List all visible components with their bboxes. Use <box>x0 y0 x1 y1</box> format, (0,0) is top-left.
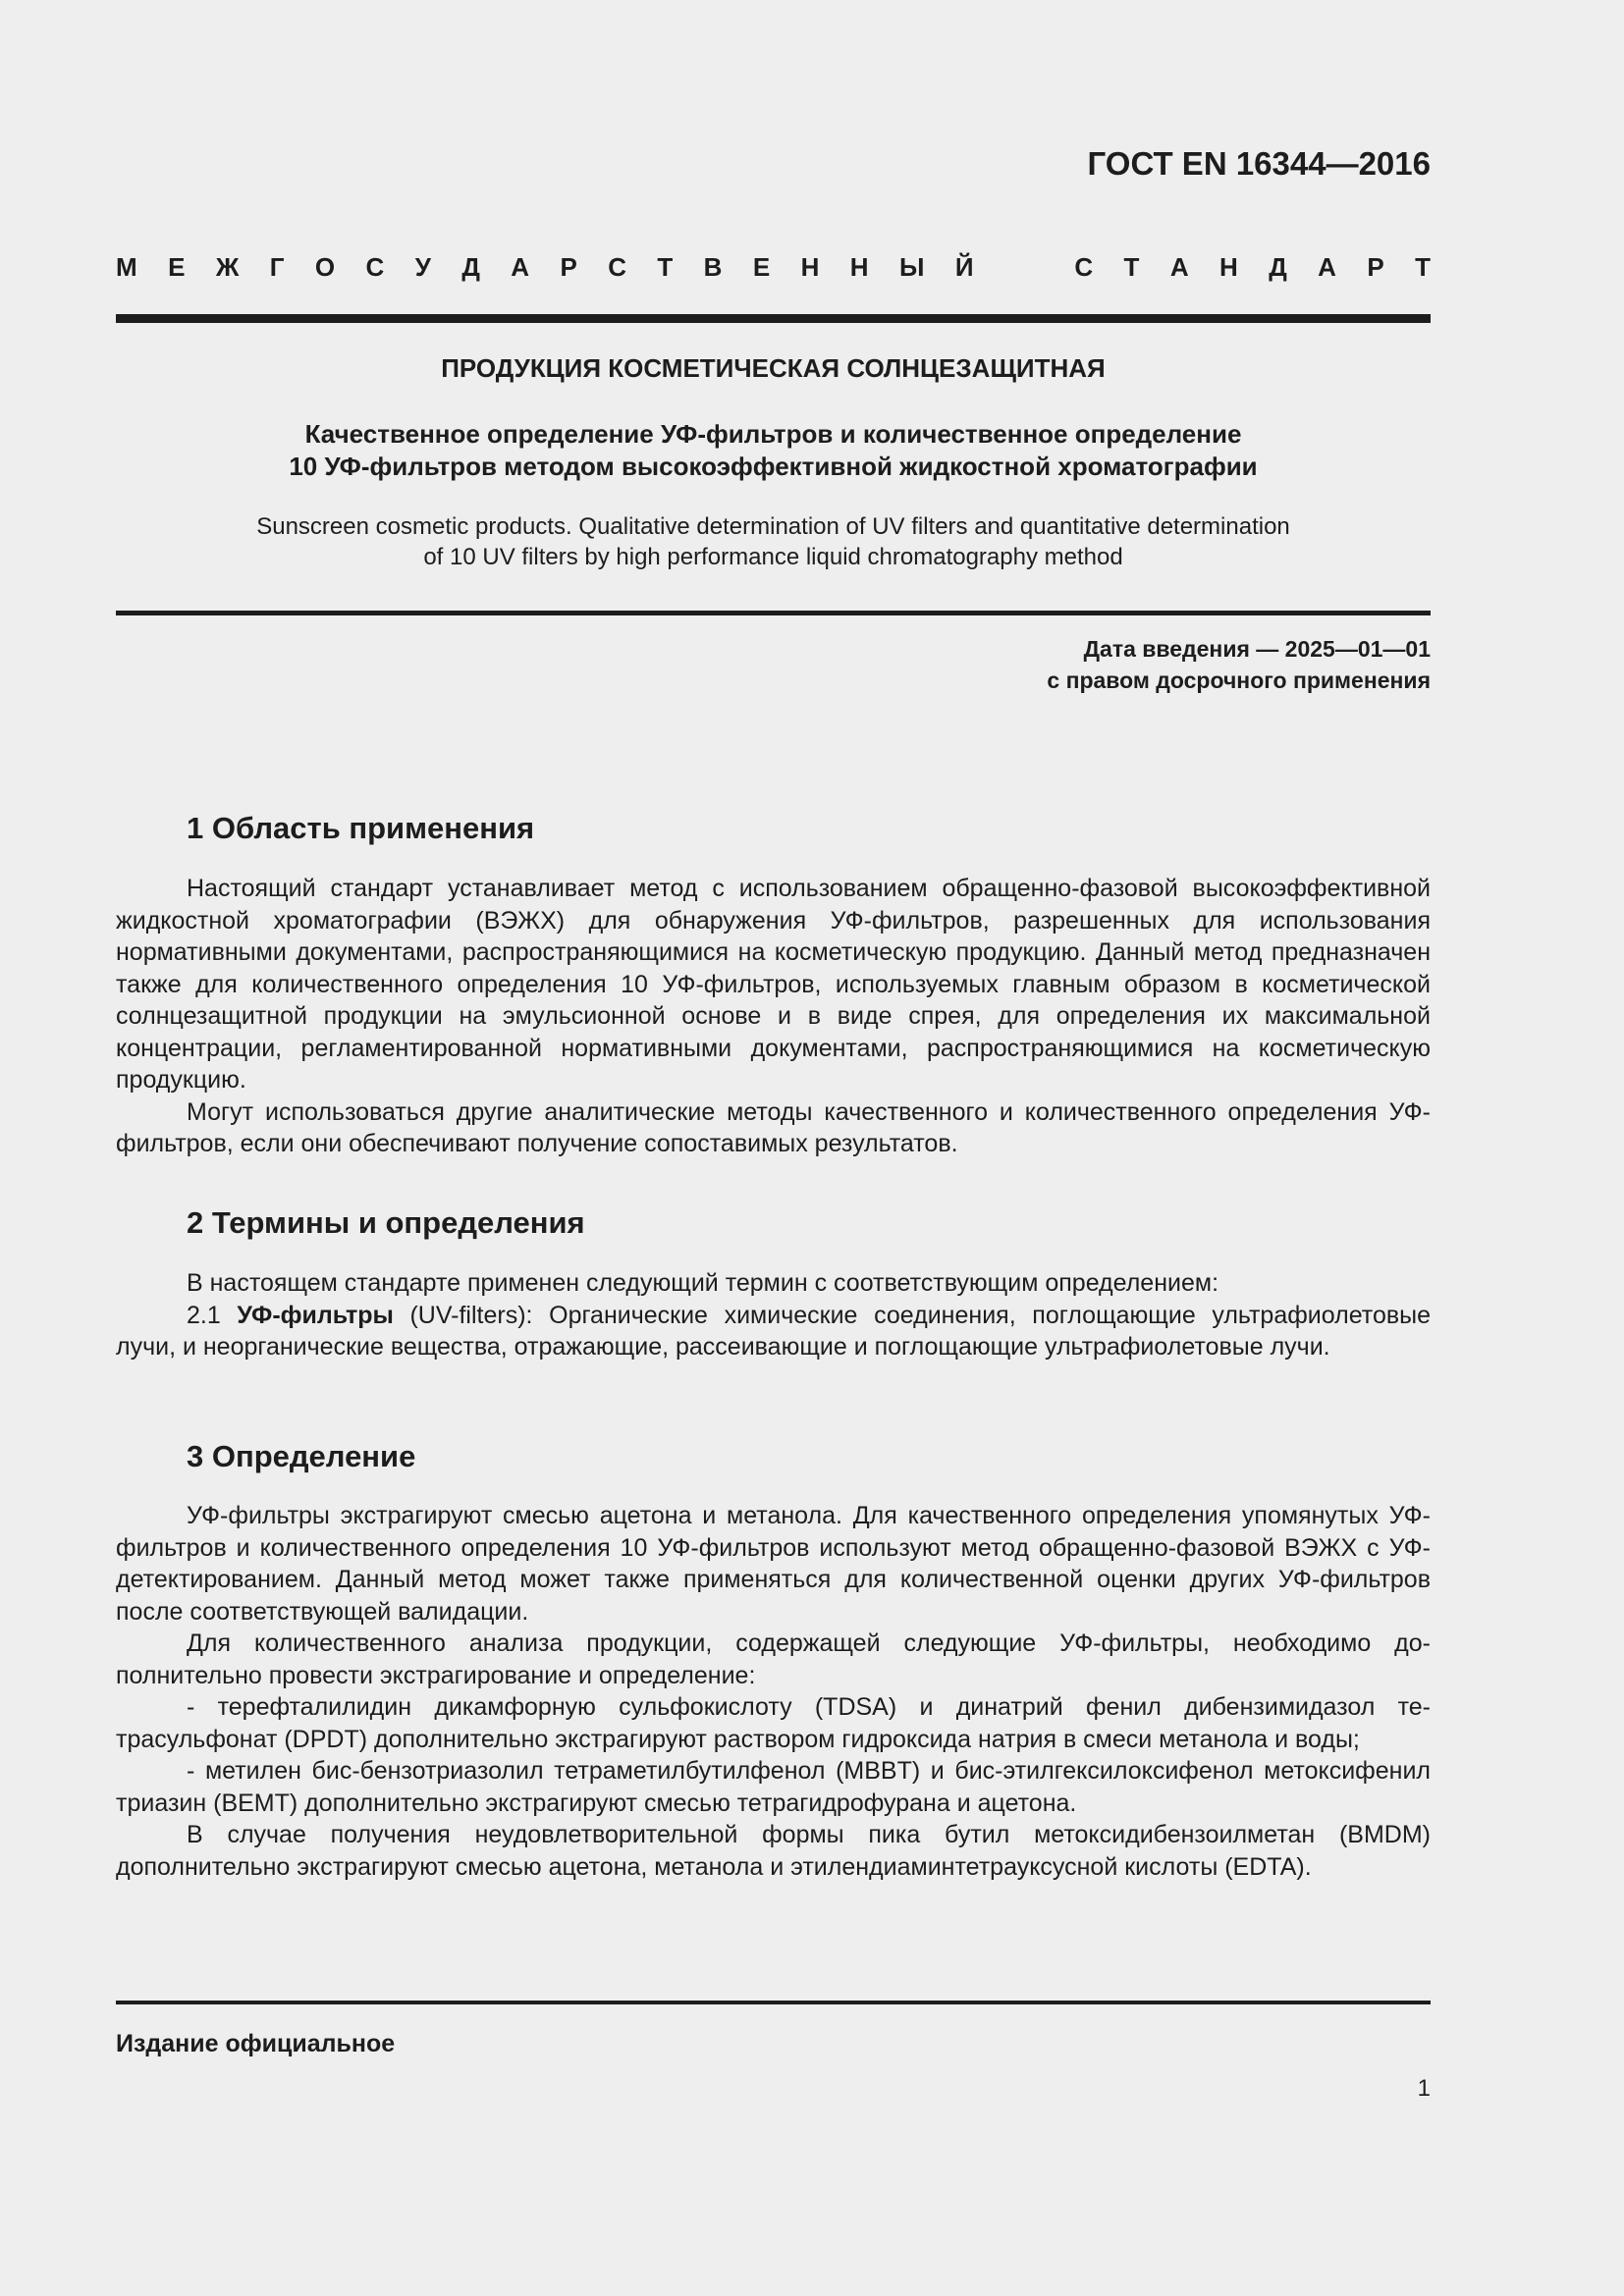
document-page <box>116 0 1431 2296</box>
section-3-paragraph-1: УФ-фильтры экстрагируют смесью ацетона и метанола. Для качественного определения упомянутых УФ-фильтров и количественного определения 10 УФ-фильтров используют метод обращенно-фазовой ВЭЖХ с УФ-детектированием. Данный метод может также применяться для количественной оценки других УФ-фильтров после соответствующей валидации. <box>116 1502 1431 1626</box>
subtitle-english <box>116 511 1431 572</box>
standard-type-letter: Д <box>1269 252 1287 282</box>
term-name: УФ-фильтры <box>237 1301 394 1329</box>
subtitle-ru-line2: 10 УФ-фильтров методом высокоэффективной жидкостной хроматографии <box>289 452 1258 481</box>
section-2-body <box>116 1267 1431 1363</box>
standard-type-letter: Т <box>1415 252 1431 282</box>
standard-type-letter: Ы <box>898 252 925 282</box>
standard-type-letter: С <box>1074 252 1094 282</box>
standard-type-letter: О <box>314 252 336 282</box>
standard-type-letter: Н <box>1219 252 1238 282</box>
product-title: ПРОДУКЦИЯ КОСМЕТИЧЕСКАЯ СОЛНЦЕЗАЩИТНАЯ <box>441 353 1106 383</box>
section-3-paragraph-4: - метилен бис-бензотриазолил тетраметилбутилфенол (MBBT) и бис-этилгексилоксифенол метоксифенил триазин (BEMT) дополнительно экстрагируют смесью тетрагидрофурана и ацетона. <box>116 1757 1431 1817</box>
standard-type-letter: Т <box>1123 252 1140 282</box>
section-3-heading: 3 Определение <box>187 1439 416 1473</box>
section-1-paragraph-2: Могут использоваться другие аналитические методы качественного и количественного определения УФ-фильтров, если они обеспечивают получение сопоставимых результатов. <box>116 1097 1431 1157</box>
standard-type-heading <box>116 252 1431 283</box>
edition-label: Издание официальное <box>116 2030 396 2057</box>
title-rule <box>116 611 1431 615</box>
term-number: 2.1 <box>187 1301 238 1329</box>
section-3-paragraph-2: Для количественного анализа продукции, содержащей следующие УФ-фильтры, необходимо дополнительно провести экстрагирование и определение: <box>116 1629 1431 1689</box>
section-2-heading: 2 Термины и определения <box>187 1205 585 1240</box>
word-gap <box>1004 252 1044 283</box>
section-3-paragraph-3: - терефталилидин дикамфорную сульфокислоту (TDSA) и динатрий фенил дибензимидазол тетрасульфонат (DPDT) дополнительно экстрагируют раствором гидроксида натрия в смеси метанола и воды; <box>116 1693 1431 1753</box>
standard-type-letter: С <box>608 252 626 282</box>
standard-type-letter: М <box>116 252 137 282</box>
standard-type-letter: У <box>414 252 431 282</box>
standard-type-letter: В <box>703 252 723 282</box>
standard-type-letter: Р <box>1367 252 1384 282</box>
subtitle-en-line2: of 10 UV filters by high performance liquid chromatography method <box>423 544 1123 570</box>
section-3-paragraph-5: В случае получения неудовлетворительной формы пика бутил метоксидибензоилметан (BMDM) дополнительно экстрагируют смесью ацетона, метанола и этилендиаминтетрауксусной кислоты (EDTA). <box>116 1821 1431 1881</box>
standard-type-letter: Т <box>657 252 674 282</box>
standard-type-letter: Н <box>849 252 869 282</box>
standard-type-letter: А <box>1169 252 1189 282</box>
standard-type-letter: Е <box>168 252 186 282</box>
section-1-body <box>116 873 1431 1160</box>
term-text: (UV-filters): Органические химические соединения, поглощающие ультрафиолетовые лучи, и неорганические вещества, отражающие, рассеивающие и поглощающие ультрафиолетовые лучи. <box>116 1301 1432 1361</box>
introduction-date <box>1047 633 1431 696</box>
footer-rule <box>116 2001 1431 2004</box>
standard-type-letter: Ж <box>215 252 240 282</box>
standard-type-letter: Д <box>461 252 480 282</box>
section-3-body <box>116 1500 1431 1883</box>
early-application-line: с правом досрочного применения <box>1047 667 1431 693</box>
standard-type-letter: Н <box>800 252 820 282</box>
subtitle-en-line1: Sunscreen cosmetic products. Qualitative determination of UV filters and quantitative determination <box>256 513 1290 540</box>
header-rule <box>116 314 1431 323</box>
subtitle-russian <box>116 418 1431 483</box>
date-line: Дата введения — 2025—01—01 <box>1083 636 1431 662</box>
section-2-paragraph-1: В настоящем стандарте применен следующий термин с соответствующим определением: <box>187 1269 1219 1297</box>
standard-type-letter: Й <box>954 252 974 282</box>
standard-type-letter: А <box>1318 252 1336 282</box>
term-definition <box>116 1300 1431 1363</box>
standard-type-letter: Г <box>269 252 285 282</box>
subtitle-ru-line1: Качественное определение УФ-фильтров и количественное определение <box>304 419 1242 449</box>
standard-type-letter: Е <box>752 252 771 282</box>
section-1-heading: 1 Область применения <box>187 811 535 845</box>
standard-type-letter: А <box>511 252 530 282</box>
page-number: 1 <box>1417 2075 1431 2102</box>
standard-type-letter: С <box>365 252 385 282</box>
document-number: ГОСТ EN 16344—2016 <box>1087 145 1431 182</box>
standard-type-letter: Р <box>560 252 577 282</box>
section-1-paragraph-1: Настоящий стандарт устанавливает метод с использованием обращенно-фазовой высокоэффективной жидкостной хроматографии (ВЭЖХ) для обнаружения УФ-фильтров, разрешенных для использования нормативными документами, распространяющимися на косметическую продукцию. Данный метод предназначен также для количественного определения 10 УФ-фильтров, используемых главным образом в косметической солнцезащитной продукции на эмульсионной основе и в виде спрея, для определения их максимальной концентрации, регламентированной нормативными документами, распространяющимися на косметическую продукцию. <box>116 875 1431 1094</box>
